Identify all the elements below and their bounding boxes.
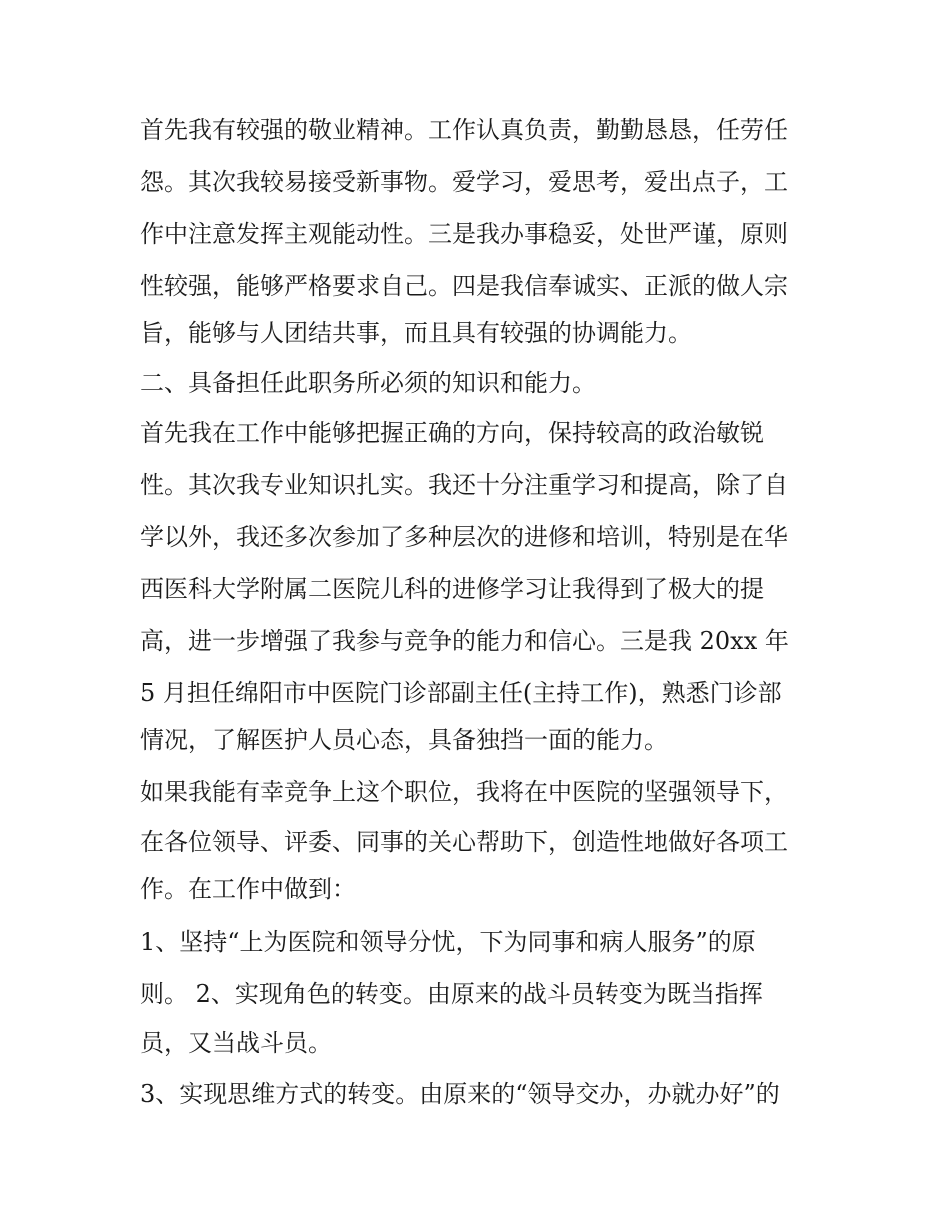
text-line: 学以外，我还多次参加了多种层次的进修和培训，特别是在华 — [140, 523, 788, 551]
section-heading: 二、具备担任此职务所必须的知识和能力。 — [140, 369, 596, 397]
list-item: 3、实现思维方式的转变。由原来的“领导交办，办就办好”的 — [140, 1080, 780, 1108]
list-item: 1、坚持“上为医院和领导分忧，下为同事和病人服务”的原 — [140, 928, 756, 956]
text-line: 首先我在工作中能够把握正确的方向，保持较高的政治敏锐 — [140, 419, 764, 447]
text-line: 情况，了解医护人员心态，具备独挡一面的能力。 — [140, 726, 668, 754]
list-item: 则。 2、实现角色的转变。由原来的战斗员转变为既当指挥 — [140, 980, 763, 1008]
text-line: 性。其次我专业知识扎实。我还十分注重学习和提高，除了自 — [140, 471, 788, 499]
text-line: 西医科大学附属二医院儿科的进修学习让我得到了极大的提 — [140, 575, 764, 603]
text-line: 性较强，能够严格要求自己。四是我信奉诚实、正派的做人宗 — [140, 272, 788, 300]
text-line: 怨。其次我较易接受新事物。爱学习，爱思考，爱出点子，工 — [140, 168, 788, 196]
text-line: 作中注意发挥主观能动性。三是我办事稳妥，处世严谨，原则 — [140, 220, 788, 248]
list-item: 员，又当战斗员。 — [140, 1029, 332, 1057]
text-line: 在各位领导、评委、同事的关心帮助下，创造性地做好各项工 — [140, 828, 788, 856]
text-line: 5 月担任绵阳市中医院门诊部副主任(主持工作)，熟悉门诊部 — [140, 679, 782, 707]
text-line: 高，进一步增强了我参与竞争的能力和信心。三是我 20xx 年 — [140, 627, 789, 655]
text-line: 旨，能够与人团结共事，而且具有较强的协调能力。 — [140, 319, 692, 347]
text-line: 如果我能有幸竞争上这个职位，我将在中医院的坚强领导下， — [140, 778, 788, 806]
text-line: 作。在工作中做到： — [140, 875, 356, 903]
text-line: 首先我有较强的敬业精神。工作认真负责，勤勤恳恳，任劳任 — [140, 116, 788, 144]
